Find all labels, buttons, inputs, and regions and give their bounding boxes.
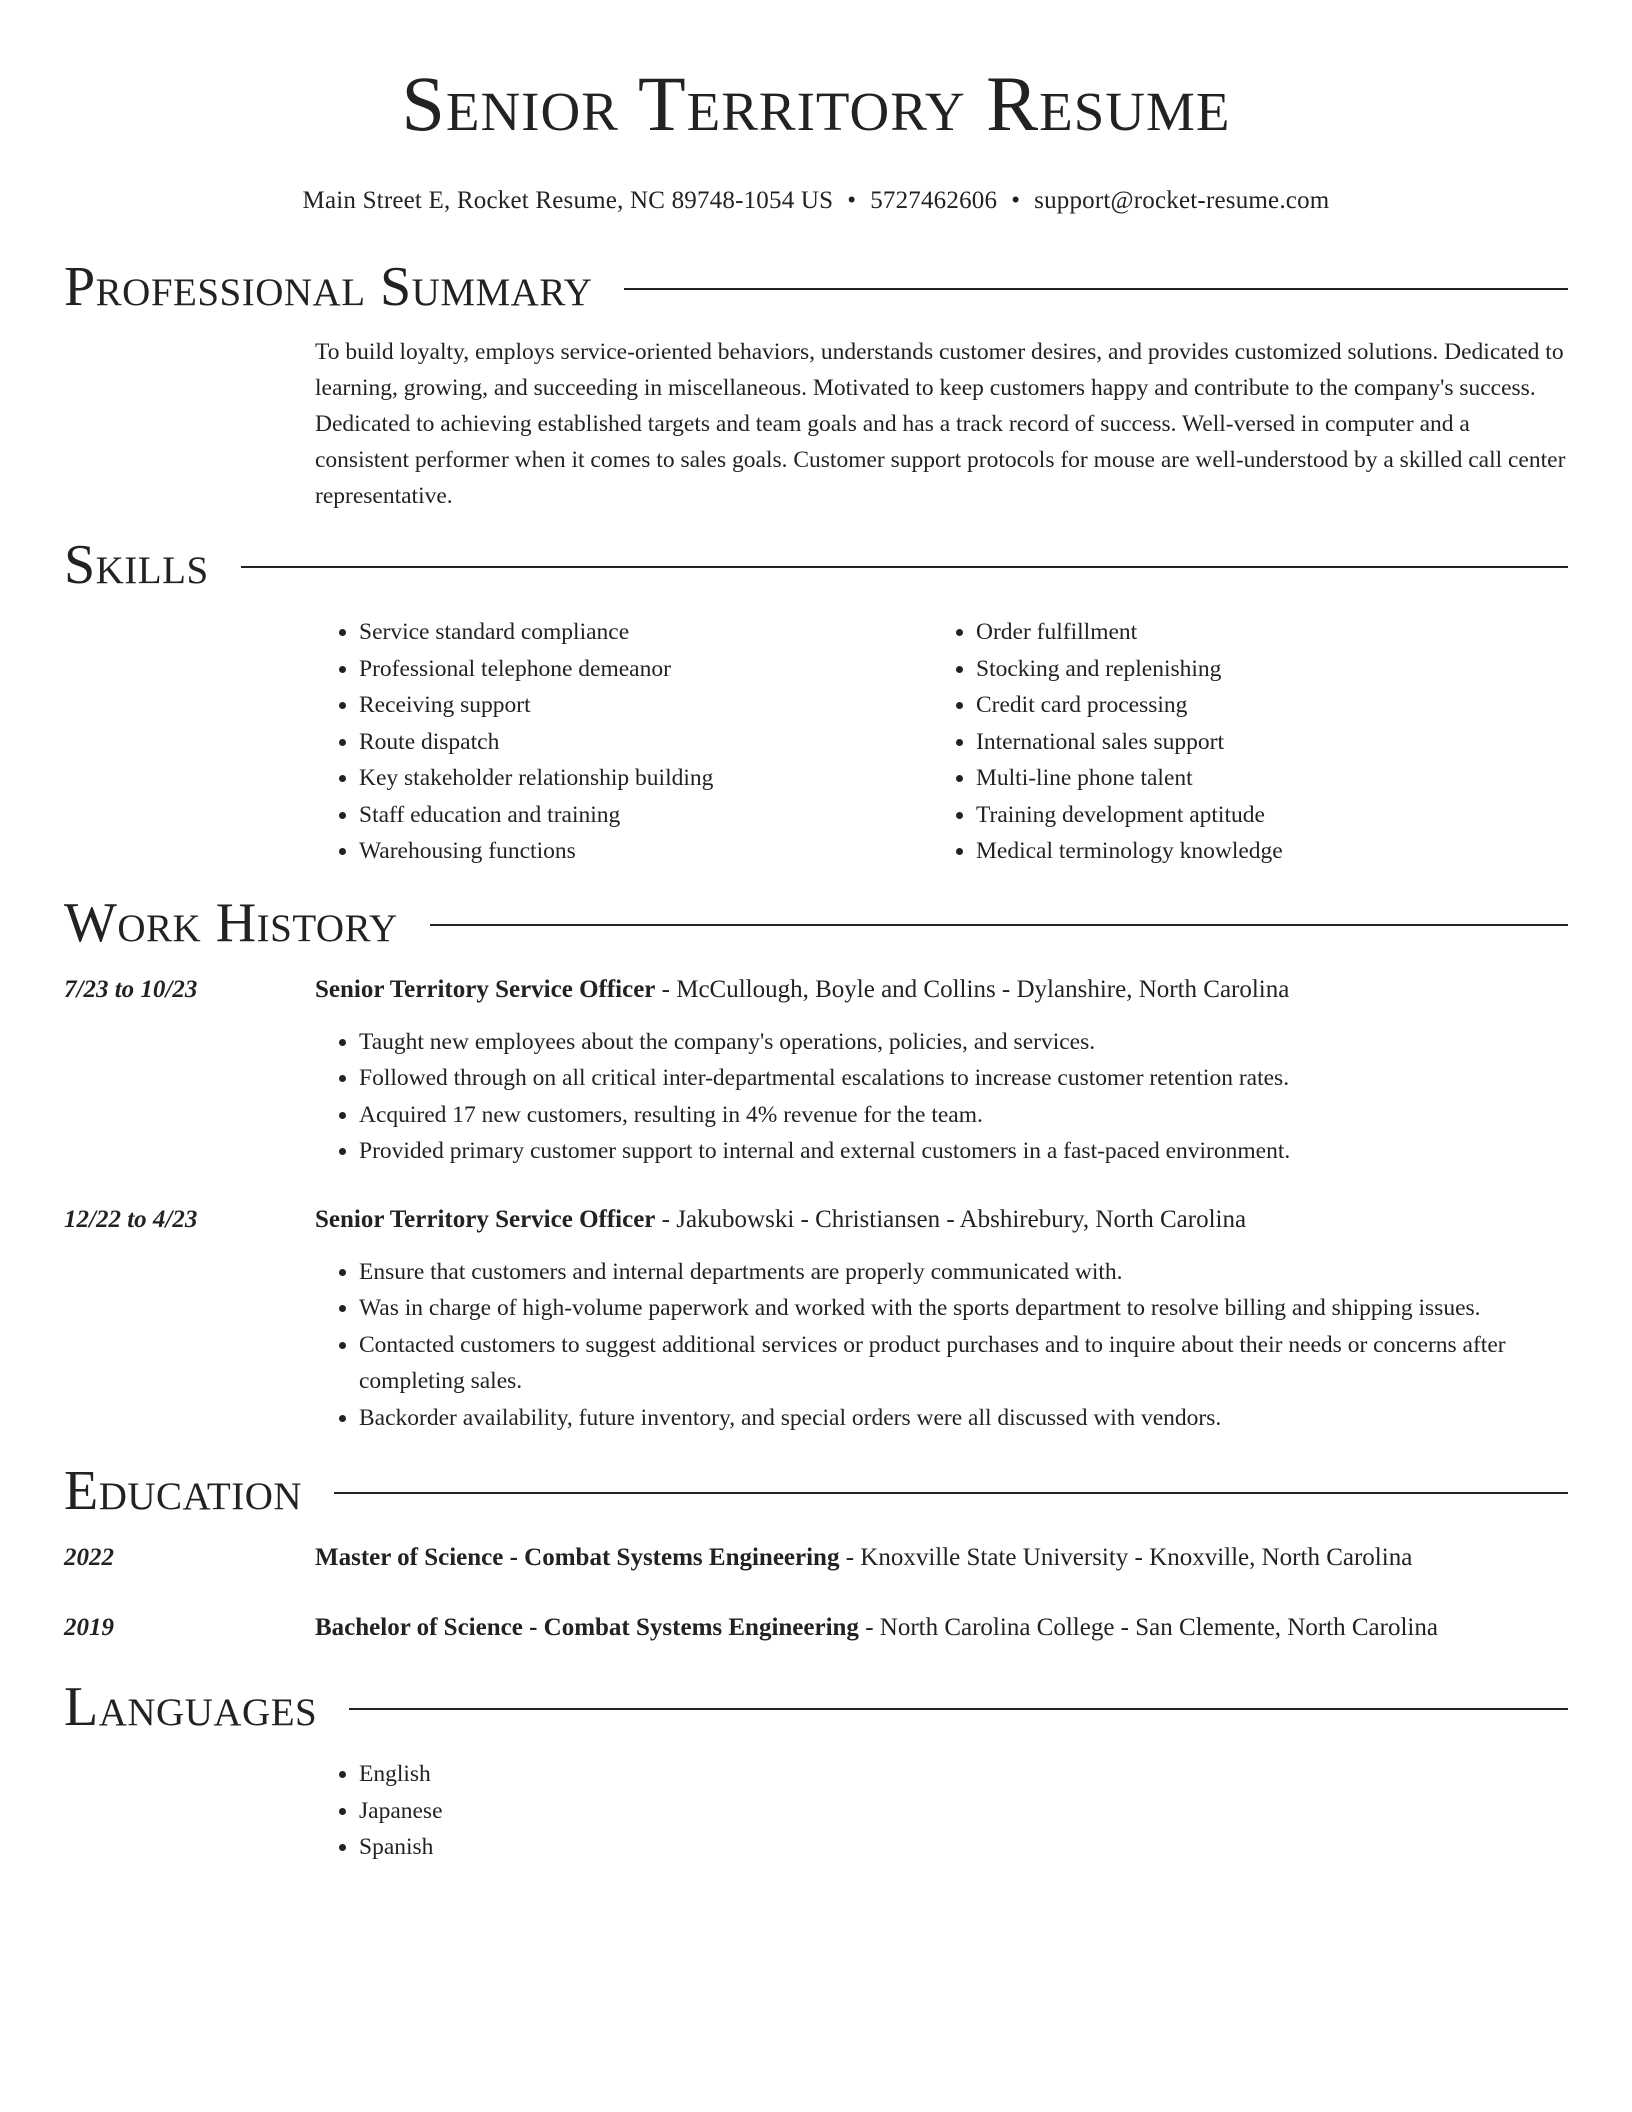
job-bullet: • Acquired 17 new customers, resulting in 4% revenue for the team. (359, 1097, 1568, 1134)
skill-item: • Credit card processing (976, 687, 1549, 724)
section-divider (334, 1492, 1568, 1494)
job-bullet: • Ensure that customers and internal departments are properly communicated with. (359, 1254, 1568, 1291)
languages-list (315, 1756, 1568, 1866)
skills-list (315, 614, 1568, 870)
education-year: 2019 (64, 1614, 114, 1641)
skills-title: Skills (64, 534, 209, 596)
job-entry (64, 1202, 1568, 1437)
job-role: Senior Territory Service Officer (315, 1205, 656, 1233)
resume-name: Senior Territory Resume (401, 60, 1231, 147)
skill-item: • Order fulfillment (976, 614, 1549, 651)
job-bullet: • Backorder availability, future inventory, and special orders were all discussed with vendors. (359, 1400, 1568, 1437)
skill-item: • Professional telephone demeanor (359, 651, 932, 688)
contact-line (64, 184, 1568, 218)
job-bullet: • Taught new employees about the company's operations, policies, and services. (359, 1024, 1568, 1061)
skill-item: • Staff education and training (359, 797, 932, 834)
resume-page (64, 0, 1568, 1866)
contact-separator: • (1011, 187, 1021, 214)
skills-column-left (315, 614, 932, 870)
skill-item: • Warehousing functions (359, 833, 932, 870)
skill-item: • Medical terminology knowledge (976, 833, 1549, 870)
work-section-header (64, 888, 1568, 958)
job-header (315, 1202, 1568, 1238)
education-details: - Knoxville State University - Knoxville, North Carolina (839, 1544, 1413, 1571)
education-degree: Bachelor of Science - Combat Systems Engineering (315, 1614, 859, 1641)
summary-title: Professional Summary (64, 256, 593, 318)
languages-title: Languages (64, 1676, 318, 1738)
work-title: Work History (64, 891, 398, 954)
contact-address: Main Street E, Rocket Resume, NC 89748-1054 US (302, 187, 834, 214)
skill-item: • Receiving support (359, 687, 932, 724)
education-entry (64, 1610, 1568, 1646)
education-section-header (64, 1456, 1568, 1526)
education-details: - North Carolina College - San Clemente, North Carolina (858, 1614, 1438, 1641)
education-degree: Master of Science - Combat Systems Engineering (315, 1544, 840, 1571)
job-dates: 12/22 to 4/23 (64, 1205, 198, 1233)
job-bullet: • Was in charge of high-volume paperwork and worked with the sports department to resolve billing and shipping issues. (359, 1290, 1568, 1327)
section-divider (241, 566, 1568, 568)
skills-column-right (932, 614, 1549, 870)
job-entry (64, 972, 1568, 1170)
job-dates: 7/23 to 10/23 (64, 975, 198, 1003)
summary-text: To build loyalty, employs service-oriented behaviors, understands customer desires, and provides customized solutions. Dedicated to learning, growing, and succeeding in miscellaneous. Motivated to keep customers happy and contribute to the company's success. Dedicated to achieving established targets and team goals and has a track record of success. Well-versed in computer and a consistent performer when it comes to sales goals. Customer support protocols for mouse are well-understood by a skilled call center representative. (315, 339, 1566, 509)
languages-section-header (64, 1672, 1568, 1742)
skill-item: • Training development aptitude (976, 797, 1549, 834)
job-details: - Jakubowski - Christiansen - Abshirebury, North Carolina (655, 1205, 1247, 1233)
education-title: Education (64, 1460, 303, 1522)
skill-item: • Route dispatch (359, 724, 932, 761)
contact-email: support@rocket-resume.com (1034, 187, 1330, 214)
language-item: • Spanish (359, 1829, 1568, 1866)
summary-section-header (64, 252, 1568, 322)
skill-item: • International sales support (976, 724, 1549, 761)
education-entry (64, 1540, 1568, 1576)
language-item: • Japanese (359, 1793, 1568, 1830)
skills-section-header (64, 530, 1568, 600)
education-year: 2022 (64, 1544, 114, 1571)
job-details: - McCullough, Boyle and Collins - Dylanshire, North Carolina (655, 975, 1290, 1003)
job-header (315, 972, 1568, 1008)
section-divider (624, 288, 1568, 290)
job-bullet: • Followed through on all critical inter-departmental escalations to increase customer retention rates. (359, 1060, 1568, 1097)
job-bullets (315, 1254, 1568, 1437)
job-role: Senior Territory Service Officer (315, 975, 656, 1003)
job-bullets (315, 1024, 1568, 1170)
section-divider (430, 924, 1568, 926)
job-bullet: • Provided primary customer support to internal and external customers in a fast-paced environment. (359, 1133, 1568, 1170)
job-bullet: • Contacted customers to suggest additional services or product purchases and to inquire about their needs or concerns after completing sales. (359, 1327, 1568, 1400)
section-divider (349, 1708, 1568, 1710)
language-item: • English (359, 1756, 1568, 1793)
skill-item: • Multi-line phone talent (976, 760, 1549, 797)
skill-item: • Stocking and replenishing (976, 651, 1549, 688)
skill-item: • Key stakeholder relationship building (359, 760, 932, 797)
contact-phone: 5727462606 (870, 187, 998, 214)
contact-separator: • (847, 187, 857, 214)
skill-item: • Service standard compliance (359, 614, 932, 651)
